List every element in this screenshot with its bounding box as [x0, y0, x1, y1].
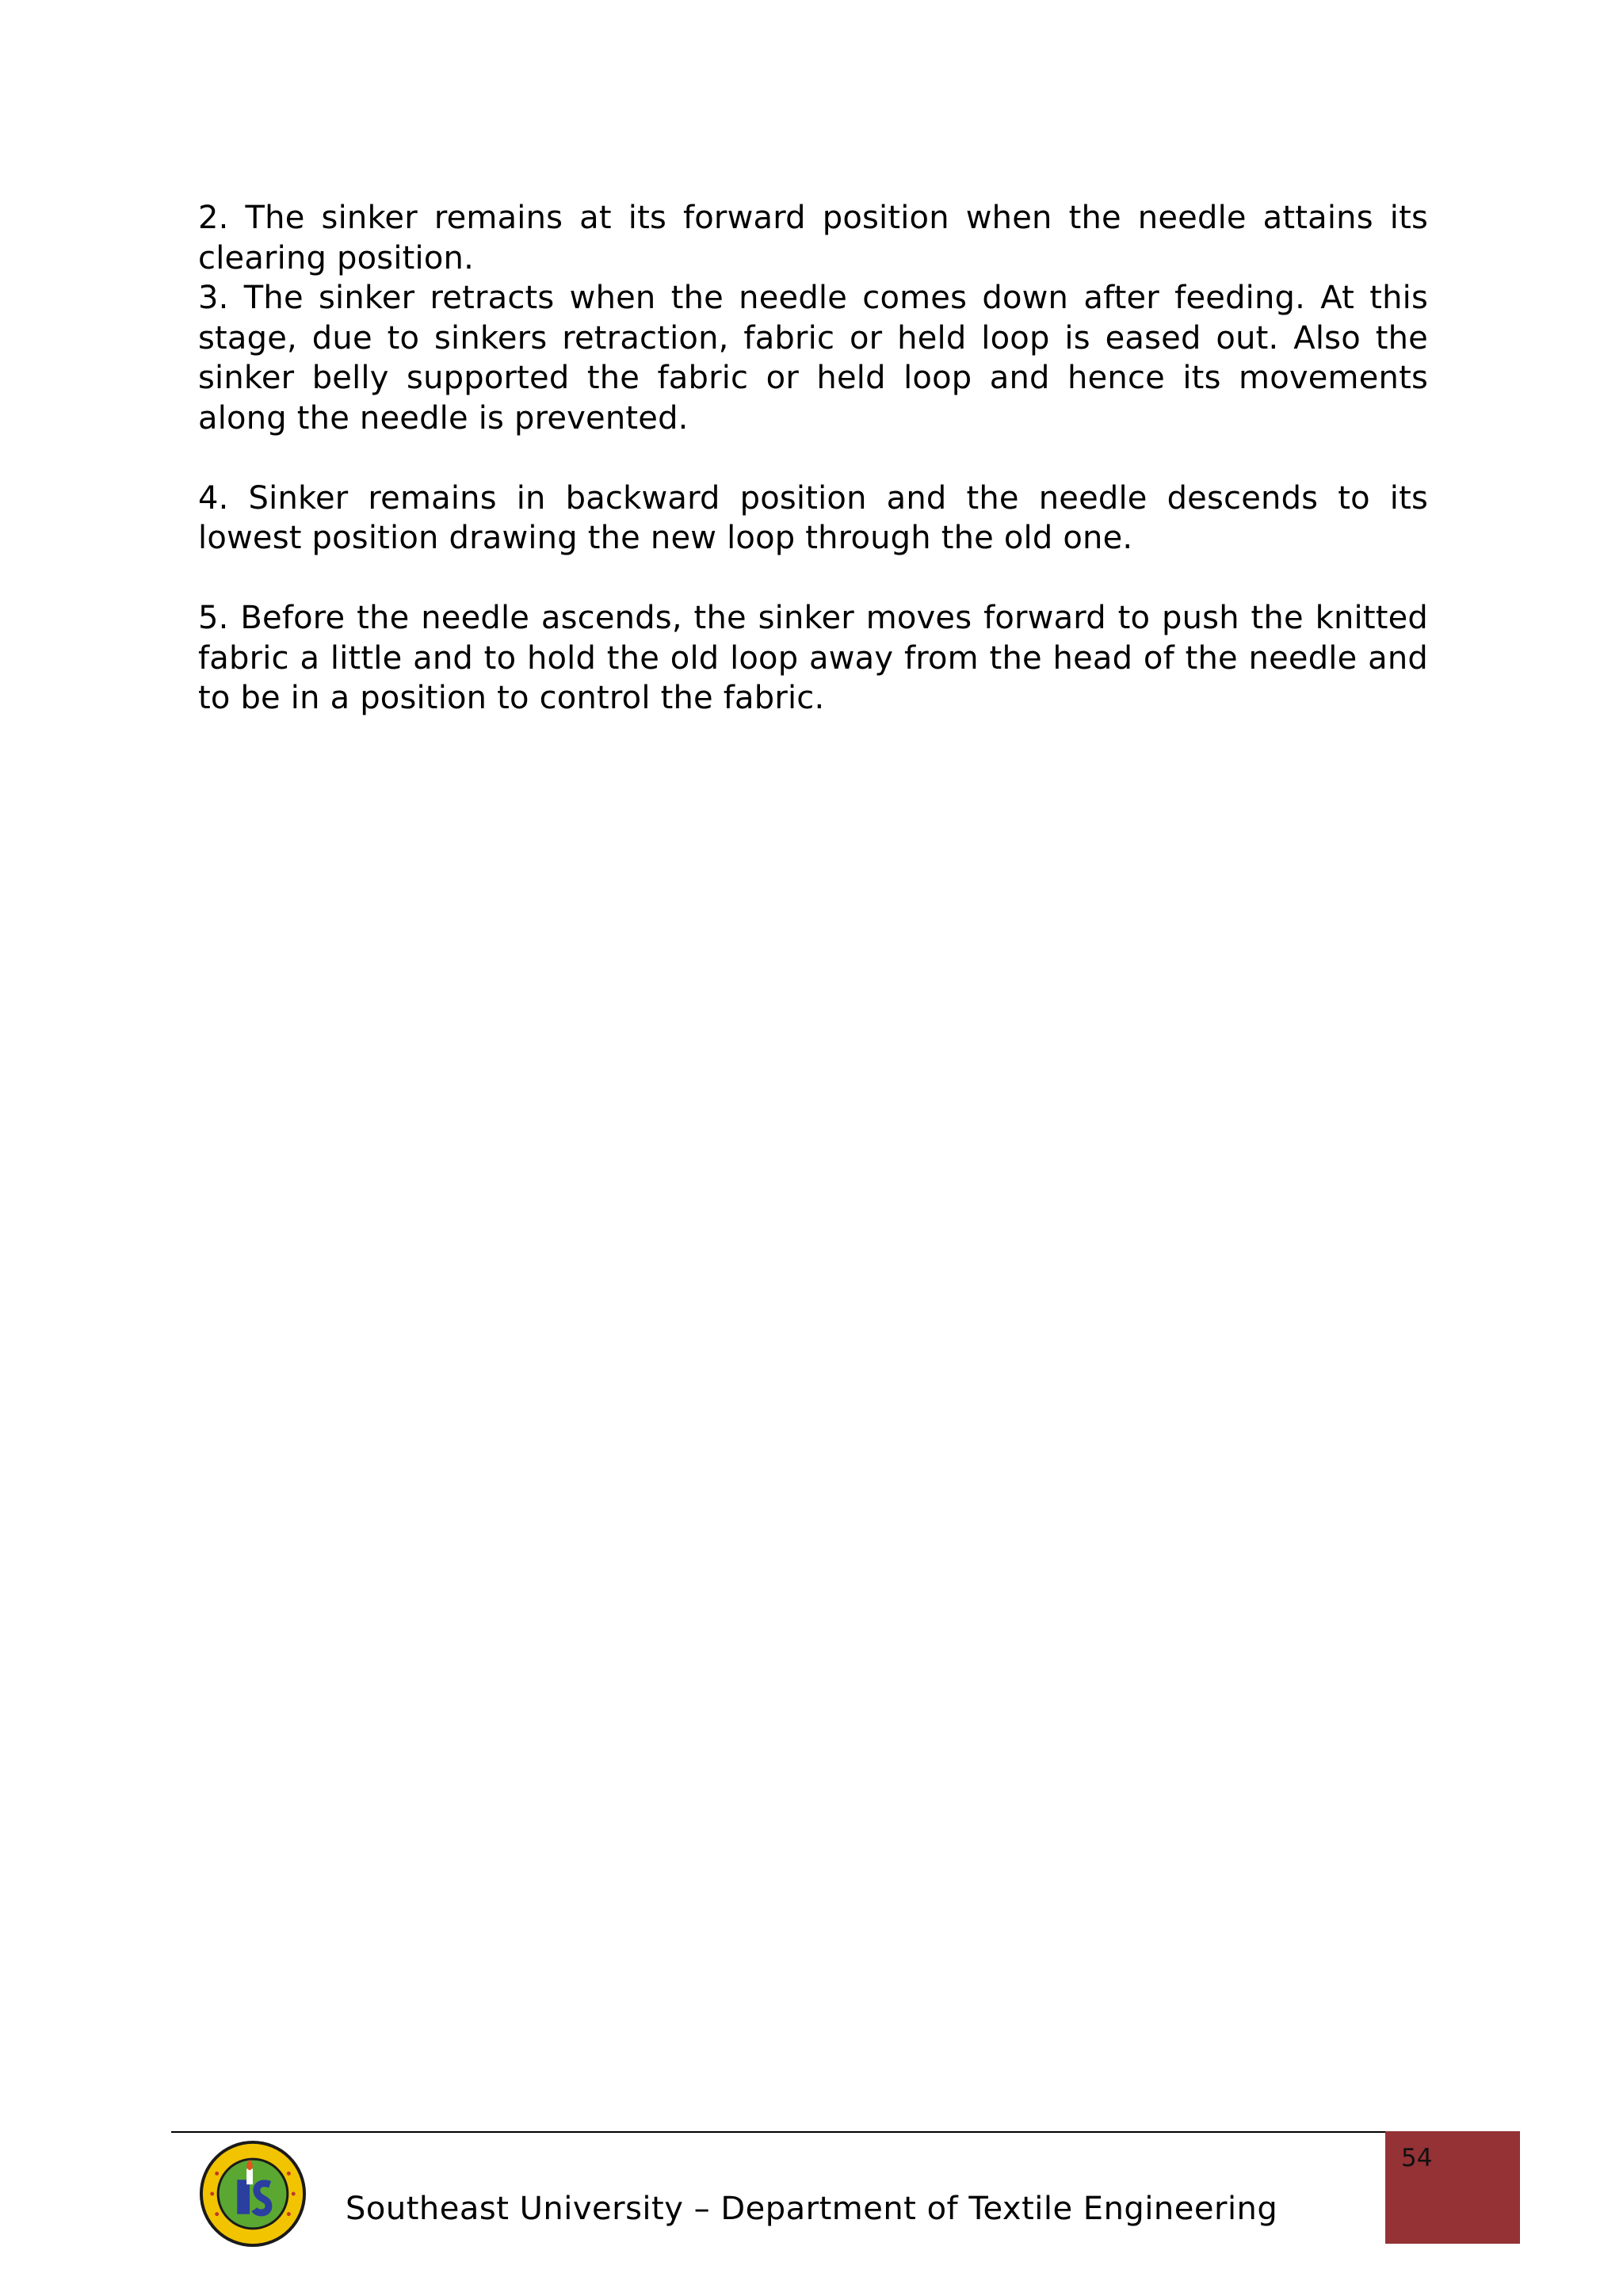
paragraph-step-2: 2. The sinker remains at its forward position when the needle attains its clearing position. [198, 200, 1428, 277]
paragraph-step-5: 5. Before the needle ascends, the sinker moves forward to push the knitted fabric a little and to hold the old loop away from the head of the needle and to be in a position to control the fabric. [198, 600, 1428, 716]
university-logo-icon [198, 2139, 307, 2248]
page-body [198, 198, 1428, 719]
paragraph-step-3: 3. The sinker retracts when the needle comes down after feeding. At this stage, due to sinkers retraction, fabric or held loop is eased out. Also the sinker belly supported the fabric or held loop and hence its movements along the needle is prevented. [198, 280, 1428, 437]
paragraph-step-4: 4. Sinker remains in backward position and the needle descends to its lowest position drawing the new loop through the old one. [198, 479, 1428, 556]
footer-divider [171, 2131, 1393, 2133]
footer-university-department: Southeast University – Department of Textile Engineering [346, 2191, 1278, 2227]
page-number: 54 [1401, 2144, 1433, 2172]
